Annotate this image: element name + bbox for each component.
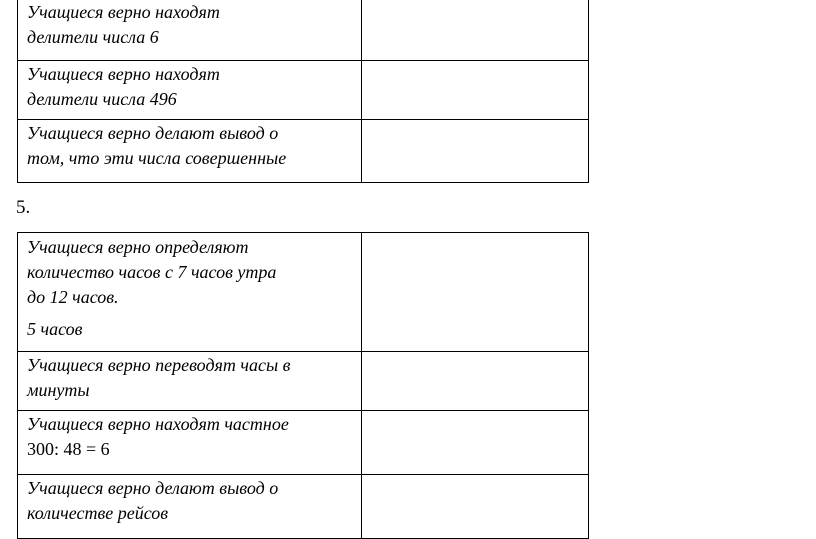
table-row xyxy=(18,411,589,475)
criterion-text: Учащиеся верно находят частное xyxy=(27,414,289,434)
criterion-text: Учащиеся верно определяют xyxy=(27,237,249,257)
criterion-text: Учащиеся верно делают вывод о xyxy=(27,123,279,143)
table-row xyxy=(18,475,589,539)
table-row xyxy=(18,61,589,120)
criterion-cell xyxy=(18,61,362,120)
score-cell xyxy=(362,61,589,120)
criterion-text: количестве рейсов xyxy=(27,503,169,523)
criterion-cell xyxy=(18,233,362,352)
criterion-cell xyxy=(18,411,362,475)
score-cell xyxy=(362,475,589,539)
answer-text: 5 часов xyxy=(27,319,83,339)
criterion-text: делители числа 6 xyxy=(27,27,159,47)
table-row xyxy=(18,233,589,352)
criterion-cell xyxy=(18,475,362,539)
score-cell xyxy=(362,0,589,61)
criterion-text: минуты xyxy=(27,380,90,400)
spacer xyxy=(27,310,355,317)
score-cell xyxy=(362,120,589,183)
criterion-text: том, что эти числа совершенные xyxy=(27,148,287,168)
criterion-text: Учащиеся верно находят xyxy=(27,64,220,84)
criterion-text: Учащиеся верно переводят часы в xyxy=(27,355,291,375)
score-cell xyxy=(362,352,589,411)
score-cell xyxy=(362,411,589,475)
section-number: 5. xyxy=(16,197,31,218)
formula-text: 300: 48 = 6 xyxy=(27,439,110,459)
criterion-cell xyxy=(18,0,362,61)
criterion-text: делители числа 496 xyxy=(27,89,177,109)
criterion-text: Учащиеся верно делают вывод о xyxy=(27,478,279,498)
criteria-table-top xyxy=(17,0,589,183)
table-row xyxy=(18,120,589,183)
criterion-text: Учащиеся верно находят xyxy=(27,2,220,22)
criterion-cell xyxy=(18,120,362,183)
criteria-table-bottom xyxy=(17,232,589,539)
criterion-text: до 12 часов. xyxy=(27,287,119,307)
criterion-cell xyxy=(18,352,362,411)
table-row xyxy=(18,0,589,61)
criterion-text: количество часов с 7 часов утра xyxy=(27,262,277,282)
score-cell xyxy=(362,233,589,352)
table-row xyxy=(18,352,589,411)
